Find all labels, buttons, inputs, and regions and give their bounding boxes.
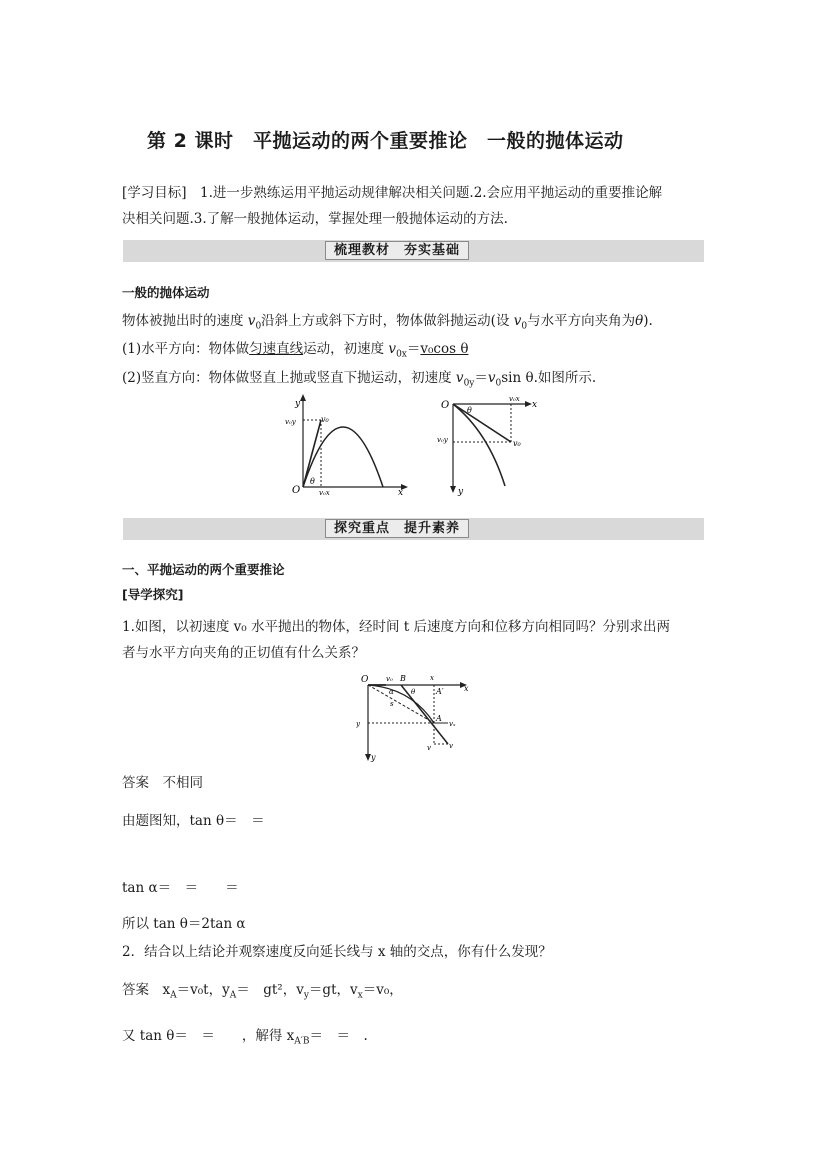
banner-label: 探究重点 提升素养 (325, 519, 469, 538)
fig3-y-label: y (371, 753, 376, 762)
fig1-theta-label: θ (310, 477, 315, 486)
section-one-heading: 一、平抛运动的两个重要推论 (122, 562, 285, 577)
general-heading: 一般的抛体运动 (122, 285, 210, 300)
derivation-intersection: 又 tan θ＝ ＝ ，解得 $x_{A'B}=$ ＝ . (122, 1028, 368, 1047)
fig2-x-label: x (532, 400, 538, 410)
section-banner-basics (123, 240, 704, 262)
question2: 2．结合以上结论并观察速度反向延长线与 x 轴的交点，你有什么发现？ (122, 944, 552, 960)
general-line1: 物体被抛出时的速度 $v_0$沿斜上方或斜下方时，物体做斜抛运动(设 $v_0$与水平方向夹角为θ). (122, 313, 653, 332)
fig1-v0x-label: v₀x (319, 489, 330, 497)
page-title: 第 2 课时 平抛运动的两个重要推论 一般的抛体运动 (147, 130, 624, 152)
fig1-x-label: x (398, 488, 404, 498)
section-banner-explore (123, 518, 704, 540)
answer2: 答案 $x_A=v_0t$，$y_A=$ gt²，$v_y=gt$，$v_x=v_0$， (122, 982, 403, 1001)
fig3-a-label: A (436, 714, 442, 723)
learning-objectives-line2: 决相关问题.3.了解一般抛体运动，掌握处理一般抛体运动的方法. (122, 211, 508, 227)
fig2-v0-label: v₀ (513, 439, 521, 448)
learning-objectives-line1: [学习目标] 1.进一步熟练运用平抛运动规律解决相关问题.2.会应用平抛运动的重要推论解 (122, 185, 663, 201)
fig3-v-label: v (449, 742, 453, 750)
fig2-y-label: y (458, 487, 464, 497)
fig3-alpha-label: α (389, 688, 394, 696)
question1-line2: 者与水平方向夹角的正切值有什么关系？ (122, 645, 365, 661)
fig1-v0-label: v₀ (321, 415, 329, 424)
fig3-ya-label: y (356, 720, 360, 728)
guide-explore-label: [导学探究] (122, 587, 184, 602)
fig2-v0y-label: v₀y (437, 436, 448, 444)
figure-oblique-down (433, 392, 548, 500)
fig2-origin-label: O (441, 400, 450, 411)
fig3-vy-label: v (427, 744, 431, 752)
question1-line1: 1.如图，以初速度 v₀ 水平抛出的物体，经时间 t 后速度方向和位移方向相同吗？分别求出两 (122, 619, 671, 635)
general-line2: (1)水平方向：物体做匀速直线运动，初速度 $v_{0x}=v_0\cos$ θ (122, 341, 469, 360)
fig3-v0-label: v₀ (386, 675, 393, 683)
fig3-xa-label: x (430, 674, 434, 682)
answer1: 答案 不相同 (122, 775, 203, 791)
fig3-x-label: x (464, 684, 469, 693)
fig1-origin-label: O (292, 485, 301, 496)
figure-horizontal-projectile (356, 668, 476, 764)
banner-label: 梳理教材 夯实基础 (325, 241, 469, 260)
fill-blank-v0-cos: v₀cos θ (420, 341, 469, 357)
derivation-tan-theta: 由题图知，tan θ＝ ＝ (122, 813, 265, 829)
general-line3: (2)竖直方向：物体做竖直上抛或竖直下抛运动，初速度 $v_{0y}=v_0\sin$ θ.如图所示. (122, 370, 597, 389)
fig2-v0x-label: v₀x (509, 395, 520, 403)
figure-oblique-up (283, 392, 411, 500)
fig3-origin-label: O (361, 675, 369, 685)
derivation-tan-alpha: tan α＝ ＝ ＝ (122, 880, 239, 896)
fig2-theta-label: θ (467, 406, 472, 415)
fill-blank-uniform-linear: 匀速直线 (249, 341, 304, 357)
fig3-s-label: s (390, 700, 394, 708)
fig3-theta-label: θ (411, 688, 416, 696)
derivation-conclusion: 所以 tan θ＝2tan α (122, 916, 246, 932)
fig1-y-label: y (295, 399, 301, 409)
fig3-vx-label: vₓ (449, 720, 456, 728)
fig3-b-label: B (400, 674, 406, 683)
fig3-a-prime-label: A′ (436, 687, 444, 696)
fig1-v0y-label: v₀y (285, 418, 296, 426)
